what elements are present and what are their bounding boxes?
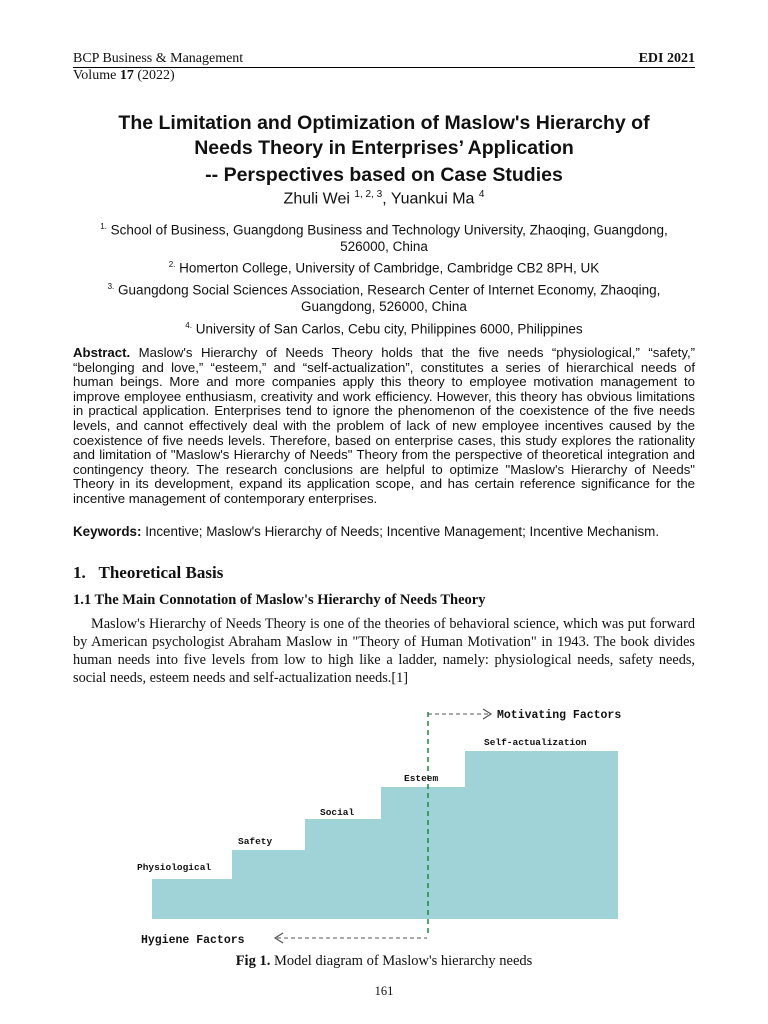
keywords-label: Keywords:	[73, 524, 142, 539]
author-list	[70, 189, 698, 208]
keywords-text: Incentive; Maslow's Hierarchy of Needs; Incentive Management; Incentive Mechanism.	[141, 524, 660, 539]
affiliation-1-mark: 1.	[100, 222, 107, 231]
volume-year: (2022)	[133, 68, 175, 83]
affiliation-4-text: University of San Carlos, Cebu city, Philippines 6000, Philippines	[195, 321, 583, 337]
page-number: 161	[374, 984, 394, 998]
affiliation-4-mark: 4.	[185, 321, 192, 330]
step-label-social: Social	[320, 807, 355, 818]
hygiene-factors-label: Hygiene Factors	[141, 934, 245, 947]
figure-caption-text: Model diagram of Maslow's hierarchy needs	[270, 953, 533, 969]
paper-subtitle: -- Perspectives based on Case Studies	[205, 164, 563, 186]
figure-maslow-staircase	[127, 698, 643, 950]
volume-number: 17	[119, 68, 134, 83]
figure-caption	[73, 953, 695, 970]
journal-name: BCP Business & Management	[73, 51, 244, 66]
affiliation-1	[82, 219, 686, 255]
affiliation-3	[82, 279, 686, 315]
section-number: 1.	[73, 563, 86, 582]
body-paragraph	[73, 615, 695, 687]
author-2: Yuankui Ma	[390, 190, 475, 208]
paper-title	[70, 111, 698, 161]
author-1-affil: 1, 2, 3	[354, 189, 383, 200]
title-line-1: The Limitation and Optimization of Maslow's Hierarchy of	[118, 112, 650, 134]
keywords	[73, 524, 695, 539]
affiliation-2-mark: 2.	[168, 260, 176, 269]
abstract-label: Abstract.	[73, 345, 131, 360]
body-paragraph-text: Maslow's Hierarchy of Needs Theory is one of the theories of behavioral science, which was put forward by American psychologist Abraham Maslow in "Theory of Human Motivation" in 1943. The book divides human needs into five levels from low to high like a ladder, namely: physiological needs, safety needs, social needs, esteem needs and self-actualization needs.[1]	[73, 616, 695, 686]
step-label-self-actualization: Self-actualization	[484, 737, 587, 748]
motivating-factors-label: Motivating Factors	[497, 709, 622, 722]
figure-caption-label: Fig 1.	[235, 953, 271, 969]
staircase-diagram	[127, 698, 643, 950]
author-separator: ,	[382, 190, 391, 208]
affiliation-3-text: Guangdong Social Sciences Association, Research Center of Internet Economy, Zhaoqing, Guangdong, 526000, China	[118, 282, 661, 314]
abstract-text: Maslow's Hierarchy of Needs Theory holds that the five needs “physiological,” “safety,” “belonging and love,” “esteem,” and “self-actualization”, constitutes a series of hierarchical needs of human beings. More and more companies apply this theory to employee motivation management to improve employee enthusiasm, creativity and work efficiency. However, this theory has obvious limitations in practical application. Enterprises tend to ignore the phenomenon of the coexistence of the five needs levels, and cannot effectively deal with the problem of lack of new employee incentives caused by the coexistence of five needs levels. Therefore, based on enterprise cases, this study explores the rationality and limitation of "Maslow's Hierarchy of Needs" Theory from the perspective of theoretical integration and contingency theory. The research conclusions are helpful to optimize "Maslow's Hierarchy of Needs" Theory in its development, expand its application scope, and has certain reference significance for the incentive management of contemporary enterprises.	[73, 345, 695, 506]
conference-label: EDI 2021	[638, 51, 695, 66]
author-2-affil: 4	[478, 189, 485, 200]
volume-prefix: Volume	[73, 68, 120, 83]
step-label-physiological: Physiological	[137, 862, 212, 873]
step-label-safety: Safety	[238, 836, 273, 847]
title-line-2: Needs Theory in Enterprises’ Application	[194, 137, 574, 159]
staircase-steps	[152, 751, 618, 919]
volume-line	[73, 68, 175, 84]
affiliation-1-text: School of Business, Guangdong Business and Technology University, Zhaoqing, Guangdong, 526000, China	[110, 222, 668, 254]
affiliation-2	[82, 257, 686, 277]
affiliation-3-mark: 3.	[107, 282, 115, 291]
author-1: Zhuli Wei	[283, 190, 350, 208]
step-label-esteem: Esteem	[404, 773, 439, 784]
subsection-heading: 1.1 The Main Connotation of Maslow's Hierarchy of Needs Theory	[73, 592, 486, 608]
affiliation-4	[82, 318, 686, 338]
section-title: Theoretical Basis	[98, 563, 224, 582]
abstract	[73, 346, 695, 507]
affiliation-2-text: Homerton College, University of Cambridge, Cambridge CB2 8PH, UK	[179, 260, 600, 276]
section-heading	[73, 563, 223, 583]
